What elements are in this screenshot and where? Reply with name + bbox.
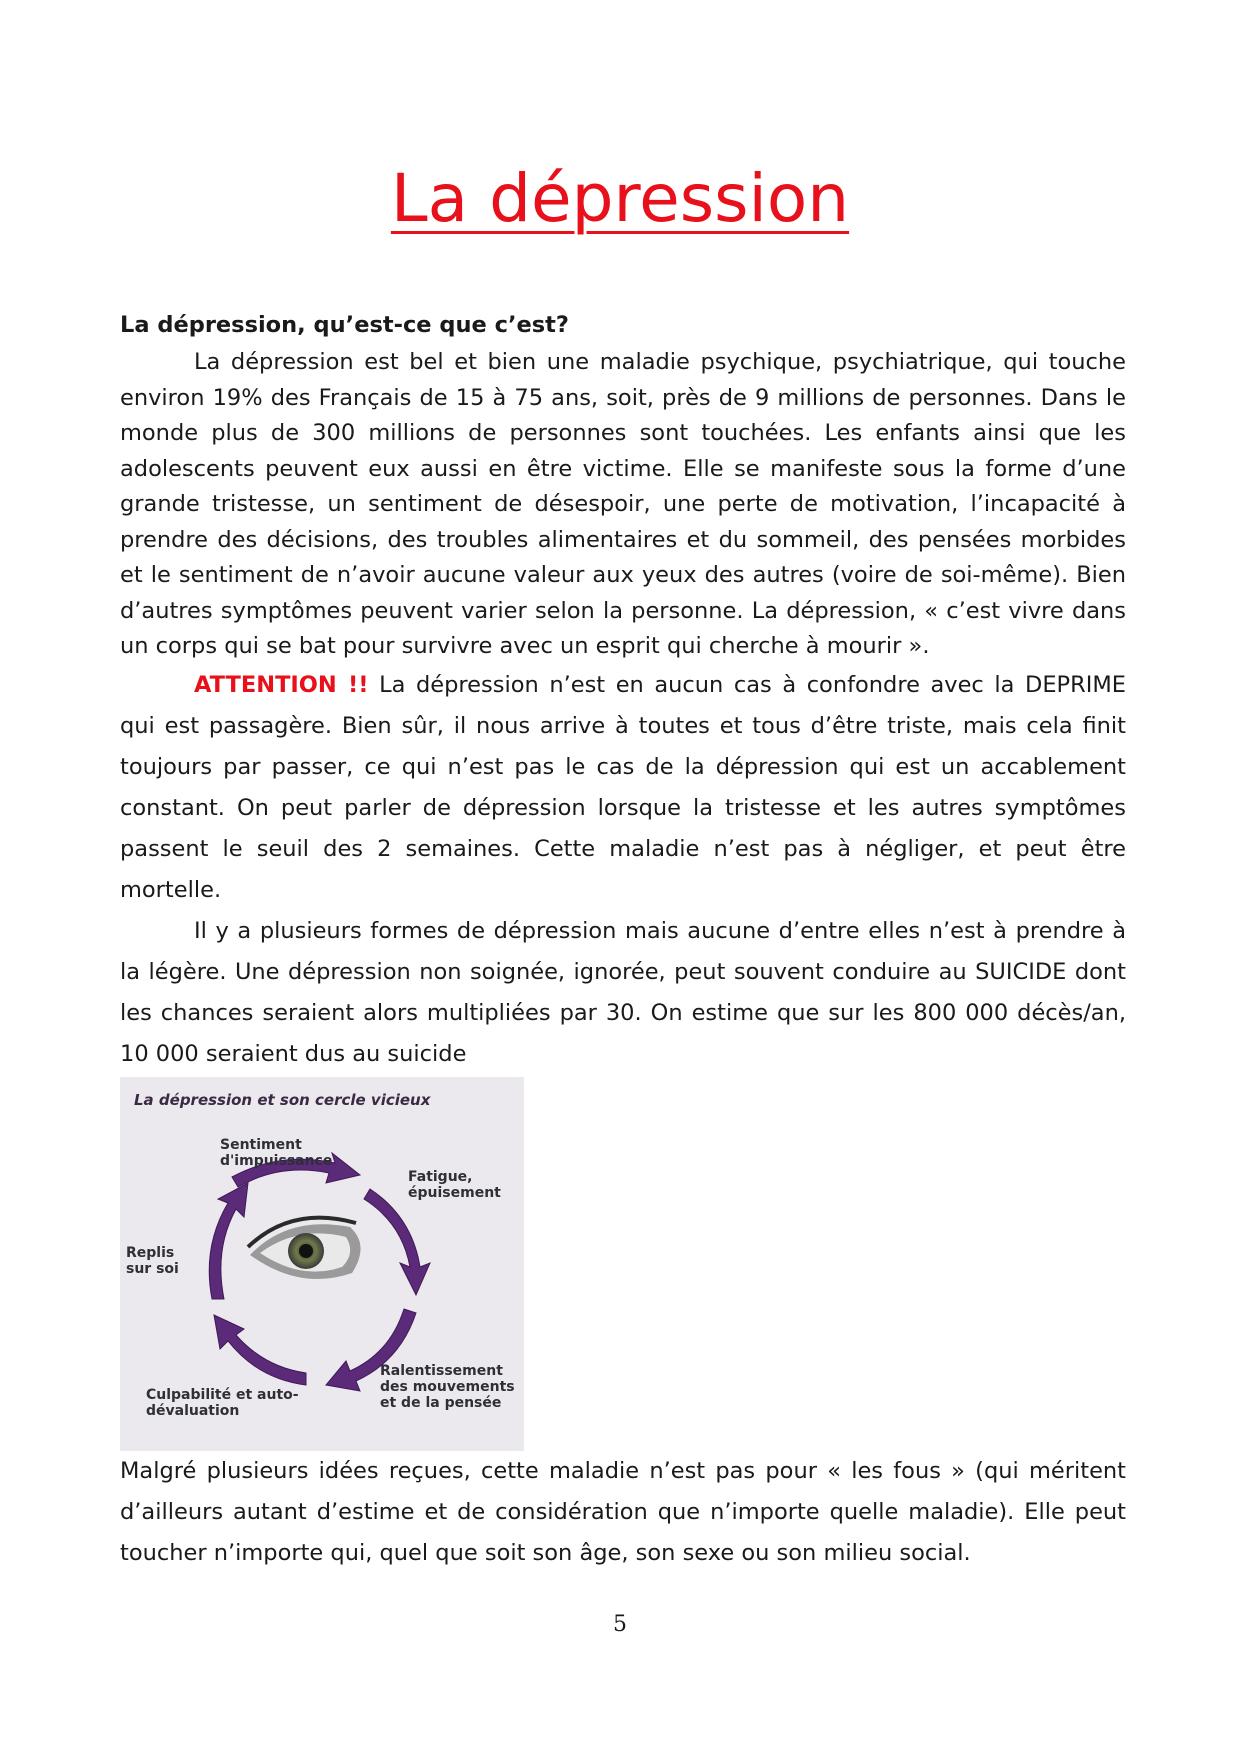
paragraph-suicide: Il y a plusieurs formes de dépression mais aucune d’entre elles n’est à prendre à la légère. Une dépression non soignée, ignorée, peut souvent conduire au SUICIDE dont les chances seraient alors multipliées par 30. On estime que sur les 800 000 décès/an, 10 000 seraient dus au suicide (120, 917, 1126, 1067)
label-sentiment-impuissance: Sentiment d'impuissance (220, 1136, 333, 1169)
arrow-left (209, 1183, 248, 1299)
section-heading: La dépression, qu’est-ce que c’est? (120, 312, 569, 338)
arrow-right (364, 1189, 430, 1295)
document-body (120, 305, 1126, 1574)
label-culpabilite: Culpabilité et auto-dévaluation (146, 1386, 299, 1419)
figure-title: La dépression et son cercle vicieux (134, 1090, 431, 1109)
label-ralentissement: Ralentissement des mouvements et de la pensée (380, 1362, 515, 1411)
page-number: 5 (613, 1612, 627, 1637)
label-replis: Replis sur soi (126, 1244, 179, 1277)
arrow-bottom-left (214, 1315, 306, 1385)
paragraph-attention-text: La dépression n’est en aucun cas à confondre avec la DEPRIME qui est passagère. Bien sûr, il nous arrive à toutes et tous d’être triste, mais cela finit toujours par passer, ce qui n’est pas le cas de la dépression qui est un accablement constant. On peut parler de dépression lorsque la tristesse et les autres symptômes passent le seuil des 2 semaines. Cette maladie n’est pas à négliger, et peut être mortelle. (120, 671, 1126, 903)
paragraph-definition: La dépression est bel et bien une maladie psychique, psychiatrique, qui touche environ 19% des Français de 15 à 75 ans, soit, près de 9 millions de personnes. Dans le monde plus de 300 millions de personnes sont touchées. Les enfants ainsi que les adolescents peuvent eux aussi en être victime. Elle se manifeste sous la forme d’une grande tristesse, un sentiment de désespoir, une perte de motivation, l’incapacité à prendre des décisions, des troubles alimentaires et du sommeil, des pensées morbides et le sentiment de n’avoir aucune valeur aux yeux des autres (voire de soi-même). Bien d’autres symptômes peuvent varier selon la personne. La dépression, « c’est vivre dans un corps qui se bat pour survivre avec un esprit qui cherche à mourir ». (120, 349, 1126, 659)
attention-label: ATTENTION !! (194, 671, 369, 698)
page-title: La dépression (390, 160, 850, 237)
paragraph-attention (120, 665, 1126, 911)
paragraph-misconceptions: Malgré plusieurs idées reçues, cette maladie n’est pas pour « les fous » (qui méritent d’ailleurs autant d’estime et de considération que n’importe quelle maladie). Elle peut toucher n’importe qui, quel que soit son âge, son sexe ou son milieu social. (120, 1457, 1126, 1566)
eye-illustration (248, 1217, 361, 1278)
vicious-circle-figure (120, 1077, 524, 1451)
label-fatigue: Fatigue, épuisement (408, 1168, 501, 1201)
